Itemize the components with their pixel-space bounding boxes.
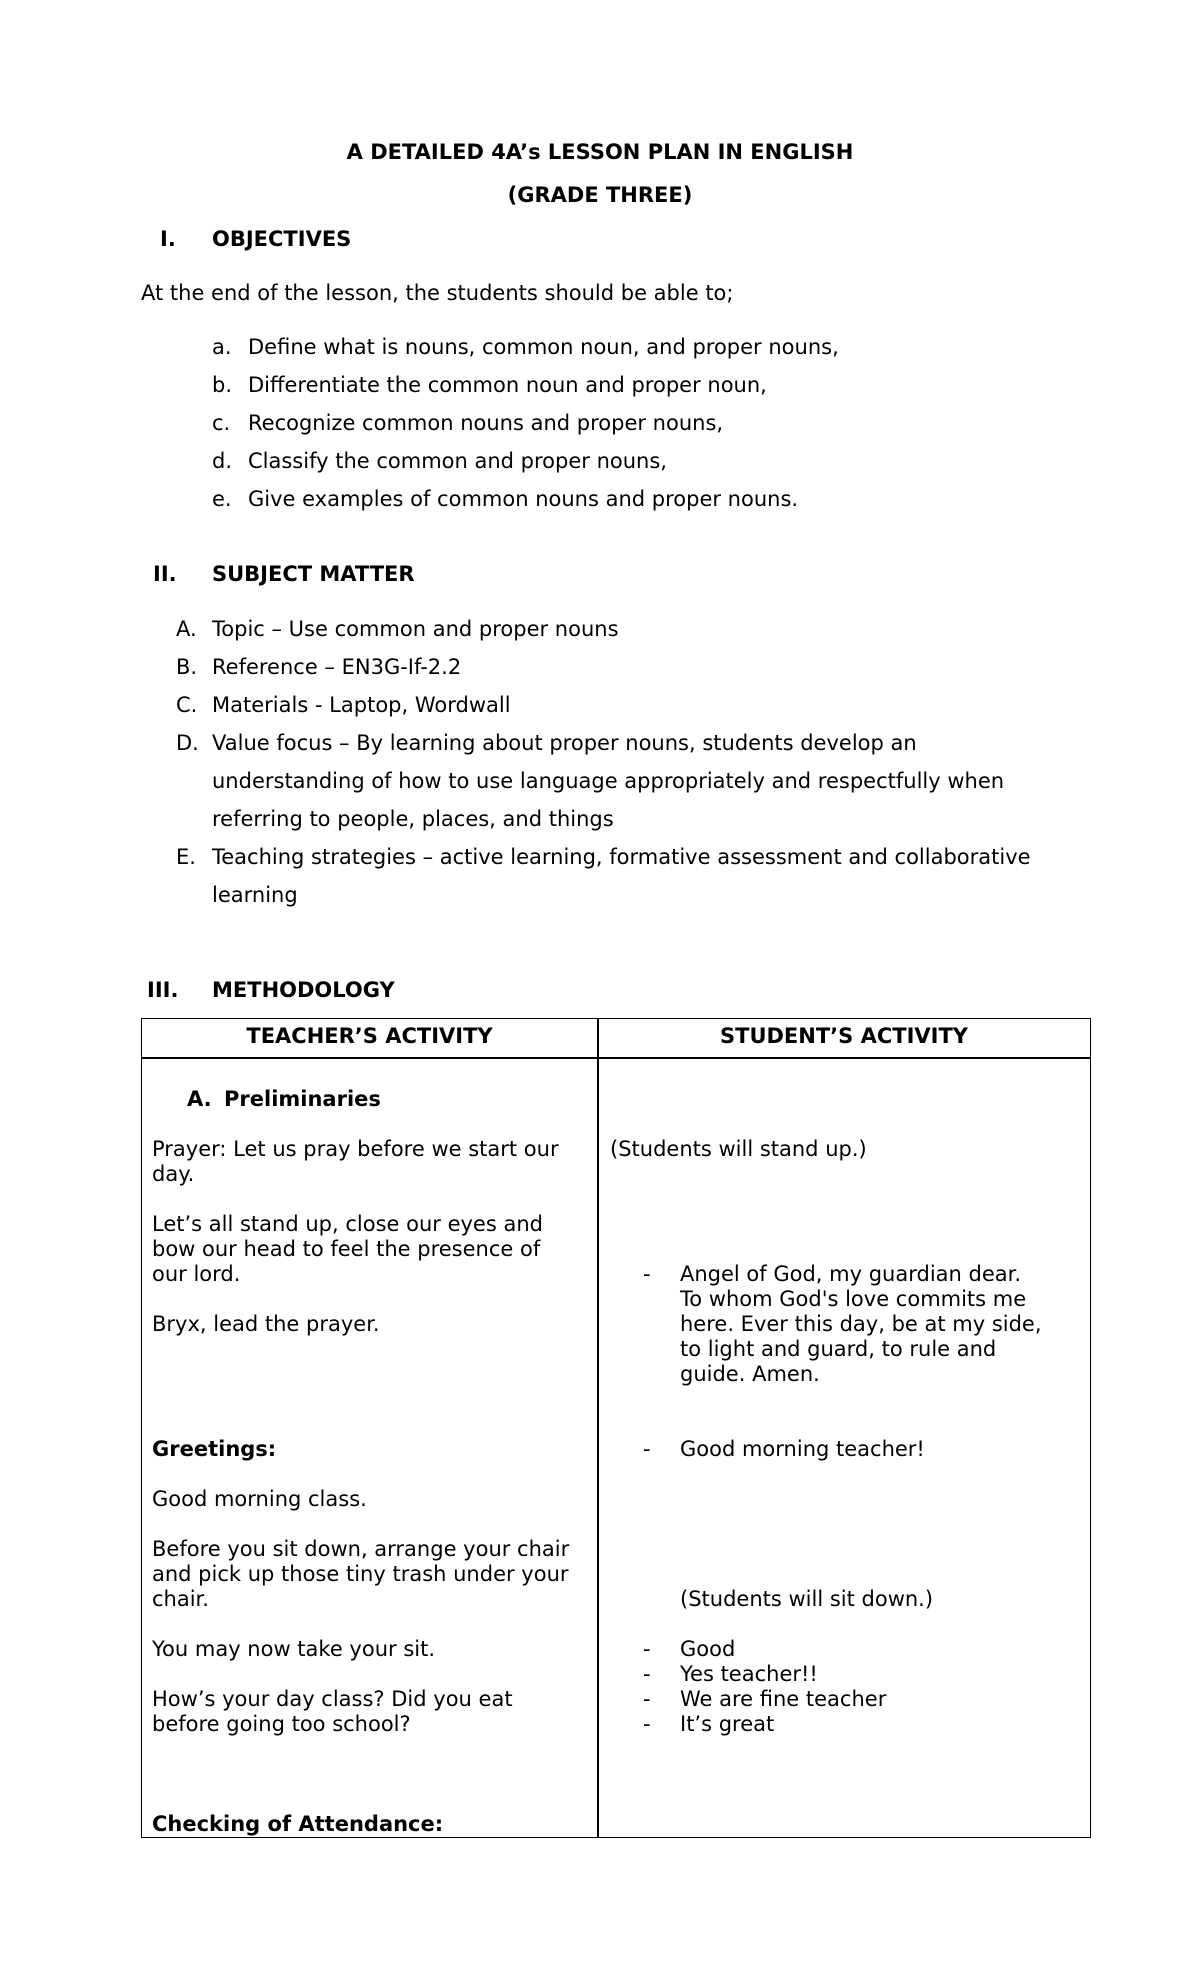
objective-item: Give examples of common nouns and proper nouns. <box>248 487 799 511</box>
objectives-numeral: I. <box>160 227 176 251</box>
dash-bullet: - <box>643 1687 651 1711</box>
teacher-stand-line: our lord. <box>152 1262 241 1286</box>
subject-marker: D. <box>176 731 199 755</box>
objectives-intro: At the end of the lesson, the students should be able to; <box>141 281 734 305</box>
objective-marker: c. <box>212 411 231 435</box>
subject-marker: E. <box>176 845 196 869</box>
teacher-arrange-line: and pick up those tiny trash under your <box>152 1562 569 1586</box>
subject-item: Value focus – By learning about proper nouns, students develop an <box>212 731 917 755</box>
subject-item-continued: referring to people, places, and things <box>212 807 614 831</box>
objective-marker: b. <box>212 373 233 397</box>
student-prayer-line: here. Ever this day, be at my side, <box>680 1312 1042 1336</box>
objective-marker: e. <box>212 487 232 511</box>
student-reply: Yes teacher!! <box>680 1662 818 1686</box>
objective-item: Differentiate the common noun and proper noun, <box>248 373 767 397</box>
student-reply: Good <box>680 1637 736 1661</box>
objective-item: Define what is nouns, common noun, and proper nouns, <box>248 335 839 359</box>
subject-item: Reference – EN3G-If-2.2 <box>212 655 462 679</box>
table-header-divider <box>142 1057 1090 1059</box>
subject-item: Materials - Laptop, Wordwall <box>212 693 511 717</box>
table-column-divider <box>597 1019 599 1837</box>
dash-bullet: - <box>643 1262 651 1286</box>
subject-marker: C. <box>176 693 198 717</box>
methodology-table <box>141 1018 1091 1838</box>
dash-bullet: - <box>643 1662 651 1686</box>
dash-bullet: - <box>643 1712 651 1736</box>
teacher-good-morning: Good morning class. <box>152 1487 367 1511</box>
dash-bullet: - <box>643 1437 651 1461</box>
teacher-prayer-line: day. <box>152 1162 195 1186</box>
teacher-lead-prayer: Bryx, lead the prayer. <box>152 1312 380 1336</box>
objective-marker: d. <box>212 449 233 473</box>
student-greeting-reply: Good morning teacher! <box>680 1437 925 1461</box>
student-prayer-line: Angel of God, my guardian dear. <box>680 1262 1022 1286</box>
student-sit-down: (Students will sit down.) <box>680 1587 934 1611</box>
subject-item-continued: learning <box>212 883 298 907</box>
objective-marker: a. <box>212 335 232 359</box>
teacher-how-line: before going too school? <box>152 1712 411 1736</box>
subject-item: Topic – Use common and proper nouns <box>212 617 619 641</box>
objective-item: Classify the common and proper nouns, <box>248 449 667 473</box>
objective-item: Recognize common nouns and proper nouns, <box>248 411 724 435</box>
subject-marker: B. <box>176 655 198 679</box>
teacher-how-line: How’s your day class? Did you eat <box>152 1687 513 1711</box>
teacher-stand-line: Let’s all stand up, close our eyes and <box>152 1212 543 1236</box>
subject-item-continued: understanding of how to use language appropriately and respectfully when <box>212 769 1005 793</box>
document-title: A DETAILED 4A’s LESSON PLAN IN ENGLISH <box>346 140 854 164</box>
document-subtitle: (GRADE THREE) <box>507 183 693 207</box>
preliminaries-heading: Preliminaries <box>224 1087 381 1111</box>
student-activity-header: STUDENT’S ACTIVITY <box>720 1024 968 1048</box>
subject-matter-heading: SUBJECT MATTER <box>212 562 415 586</box>
subject-marker: A. <box>176 617 197 641</box>
teacher-arrange-line: chair. <box>152 1587 209 1611</box>
attendance-heading: Checking of Attendance: <box>152 1812 444 1836</box>
dash-bullet: - <box>643 1637 651 1661</box>
subject-item: Teaching strategies – active learning, formative assessment and collaborative <box>212 845 1031 869</box>
student-prayer-line: To whom God's love commits me <box>680 1287 1027 1311</box>
methodology-numeral: III. <box>147 978 179 1002</box>
teacher-prayer-line: Prayer: Let us pray before we start our <box>152 1137 559 1161</box>
subject-matter-numeral: II. <box>153 562 177 586</box>
methodology-heading: METHODOLOGY <box>212 978 395 1002</box>
student-prayer-line: guide. Amen. <box>680 1362 820 1386</box>
objectives-heading: OBJECTIVES <box>212 227 352 251</box>
teacher-arrange-line: Before you sit down, arrange your chair <box>152 1537 570 1561</box>
greetings-heading: Greetings: <box>152 1437 277 1461</box>
teacher-stand-line: bow our head to feel the presence of <box>152 1237 541 1261</box>
student-reply: It’s great <box>680 1712 775 1736</box>
student-reply: We are fine teacher <box>680 1687 887 1711</box>
student-prayer-line: to light and guard, to rule and <box>680 1337 997 1361</box>
student-stand-up: (Students will stand up.) <box>610 1137 867 1161</box>
preliminaries-marker: A. <box>187 1087 212 1111</box>
teacher-activity-header: TEACHER’S ACTIVITY <box>246 1024 493 1048</box>
teacher-sit: You may now take your sit. <box>152 1637 435 1661</box>
